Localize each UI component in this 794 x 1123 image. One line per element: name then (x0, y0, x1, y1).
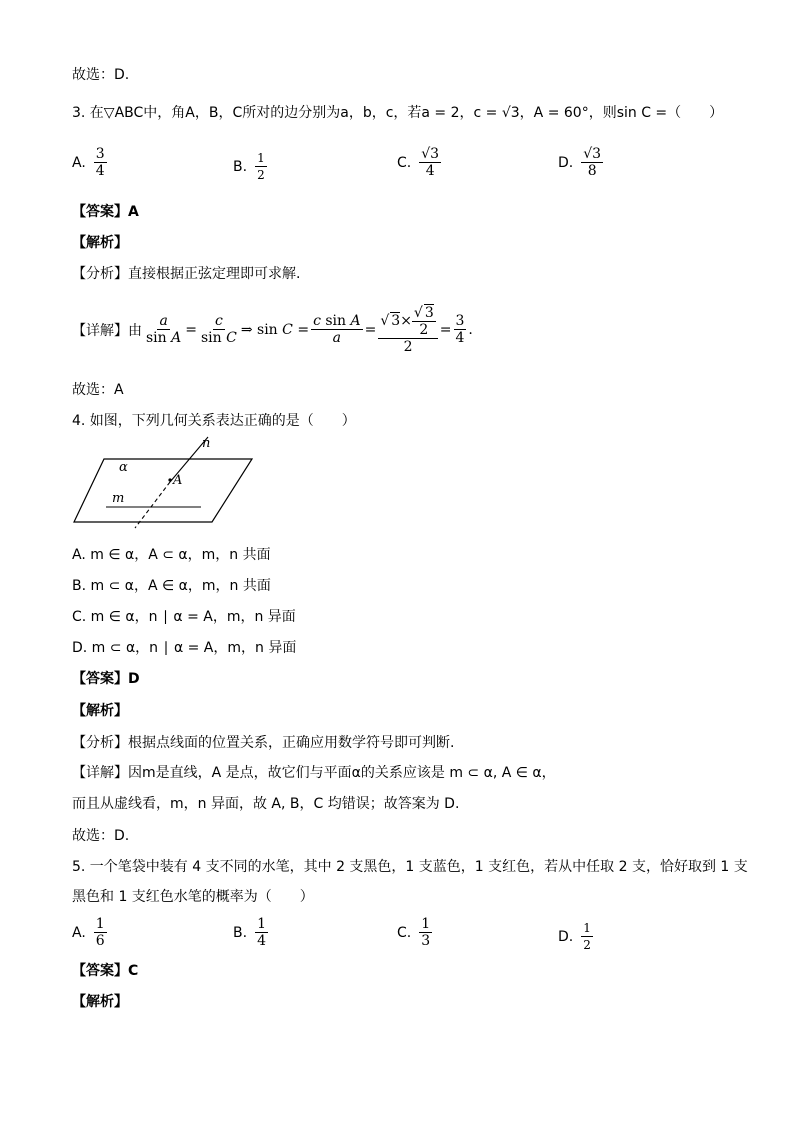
line-n-dashed (135, 482, 170, 528)
label-A: A (173, 473, 183, 488)
q4-detail-2: 而且从虚线看，m，n 异面，故 A, B，C 均错误；故答案为 D. (72, 796, 460, 812)
q4-answer: 【答案】D (72, 671, 140, 687)
q5-option-c: C. $\frac{1}{3}$ (397, 916, 431, 949)
q4-jiexi: 【解析】 (72, 703, 128, 719)
q3-jiexi: 【解析】 (72, 235, 128, 251)
q5-stem-line1: 5. 一个笔袋中装有 4 支不同的水笔，其中 2 支黑色，1 支蓝色，1 支红色，若从中任取 2 支，恰好取到 1 支 (72, 859, 748, 875)
q4-stem: 4. 如图，下列几何关系表达正确的是（ ） (72, 413, 356, 429)
q5-jiexi: 【解析】 (72, 994, 128, 1010)
q4-option-c: C. m ∈ α，n ∣ α = A，m，n 异面 (72, 609, 296, 625)
q4-analysis: 【分析】根据点线面的位置关系，正确应用数学符号即可判断. (72, 735, 455, 751)
q4-option-d: D. m ⊂ α，n ∣ α = A，m，n 异面 (72, 640, 297, 656)
label-n: n (202, 436, 211, 451)
q3-option-d: D. $\frac{√3}{8}$ (558, 146, 602, 179)
q4-detail: 【详解】因m是直线，A 是点，故它们与平面α的关系应该是 m ⊂ α, A ∈ α， (72, 765, 556, 781)
q3-detail: 【详解】由 $\frac{a}{\text{sin A}}$ = $\frac{c}{\text{sin C}}$ ⇒ sin C = $\frac{\text{c sin A}}{a}$ = √ 3× $\frac{√ 3}{2}$ 2 = $\frac{3}{4}$ . (72, 305, 473, 355)
label-alpha: α (119, 460, 128, 475)
q3-analysis: 【分析】直接根据正弦定理即可求解. (72, 266, 301, 282)
label-m: m (112, 491, 125, 506)
q3-option-b: B. $\frac{1}{2}$ (233, 151, 265, 182)
plane-alpha (74, 459, 252, 522)
q4-final: 故选：D. (72, 828, 130, 844)
q5-option-d: D. $\frac{1}{2}$ (558, 921, 591, 952)
q3-stem: 3. 在▽ABC中，角A，B，C所对的边分别为a，b，c，若a = 2，c = √3，A = 60°，则sin C =（ ） (72, 105, 724, 121)
prev-conclusion: 故选：D. (72, 67, 130, 83)
q3-answer: 【答案】A (72, 204, 139, 220)
q3-option-a: A. $\frac{3}{4}$ (72, 146, 105, 179)
q5-option-a: A. $\frac{1}{6}$ (72, 916, 105, 949)
q5-answer: 【答案】C (72, 963, 139, 979)
q3-option-c: C. $\frac{√3}{4}$ (397, 146, 440, 179)
point-A (168, 478, 171, 481)
q4-option-a: A. m ∈ α，A ⊂ α，m，n 共面 (72, 547, 271, 563)
q5-option-b: B. $\frac{1}{4}$ (233, 916, 266, 949)
q4-option-b: B. m ⊂ α，A ∈ α，m，n 共面 (72, 578, 271, 594)
q5-stem-line2: 黑色和 1 支红色水笔的概率为（ ） (72, 889, 314, 905)
q3-final: 故选：A (72, 382, 124, 398)
q4-figure (70, 434, 270, 546)
